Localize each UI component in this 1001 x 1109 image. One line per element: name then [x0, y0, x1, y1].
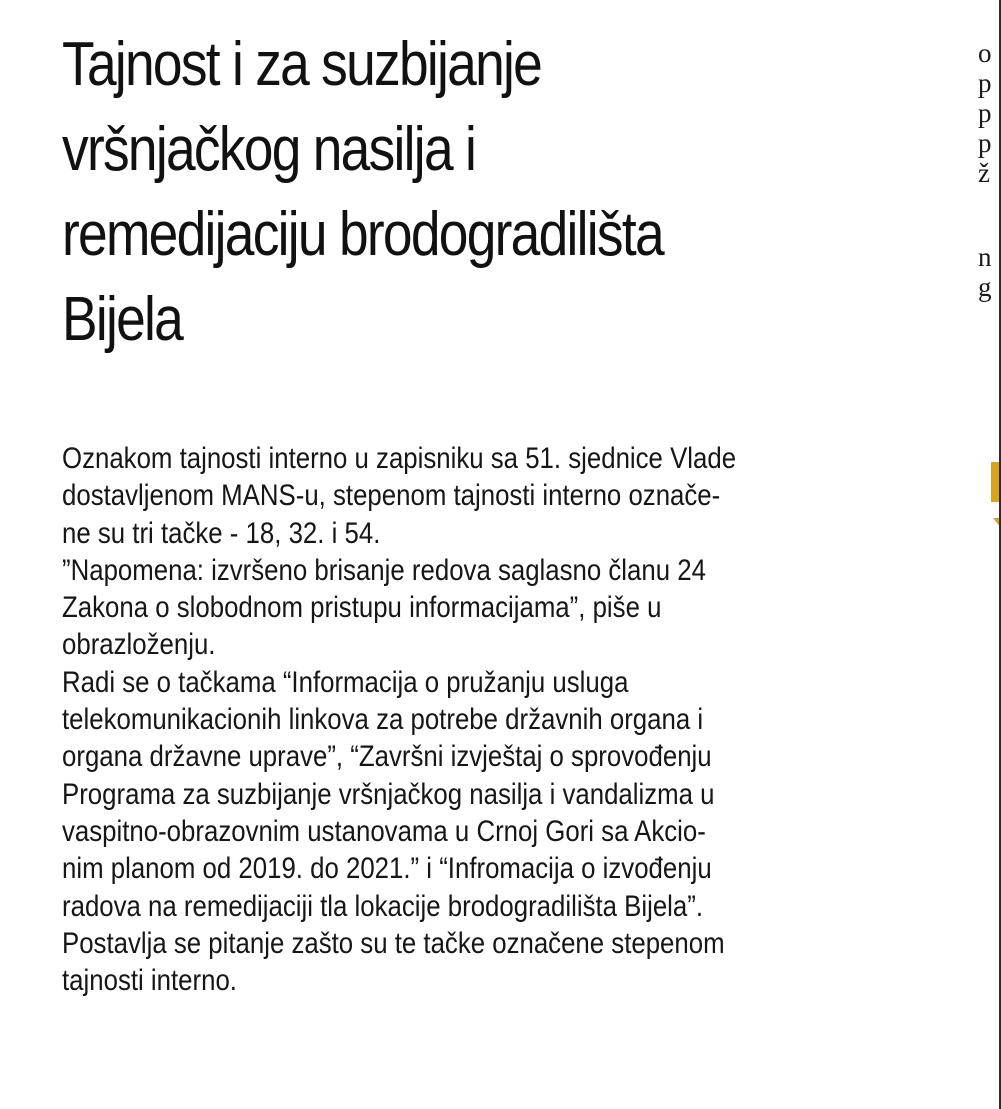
adjacent-column-gap: [978, 188, 1001, 242]
body-line: Radi se o tačkama “Informacija o pružanju usluga: [62, 665, 629, 699]
body-line: ”Napomena: izvršeno brisanje redova saglasno članu 24: [62, 553, 706, 587]
body-line: radova na remedijaciji tla lokacije brodogradilišta Bijela”.: [62, 889, 704, 923]
body-line: Oznakom tajnosti interno u zapisniku sa 51. sjednice Vlade: [62, 442, 737, 475]
article-headline: [62, 22, 922, 362]
adjacent-column-fragment: [978, 38, 1001, 302]
body-line: ne su tri tačke - 18, 32. i 54.: [62, 516, 381, 550]
adjacent-column-letter: p: [978, 98, 992, 128]
body-line: Zakona o slobodnom pristupu informacijama”, piše u: [62, 591, 662, 625]
adjacent-column-letter: o: [978, 38, 992, 68]
headline-line: vršnjačkog nasilja i: [62, 115, 476, 184]
article-body: [62, 440, 922, 999]
article: [62, 22, 962, 998]
headline-line: Tajnost i za suzbijanje: [62, 30, 542, 99]
adjacent-column-letter: p: [978, 68, 992, 98]
body-line: telekomunikacionih linkova za potrebe državnih organa i: [62, 703, 704, 737]
body-line: organa državne uprave”, “Završni izvještaj o sprovođenju: [62, 740, 712, 774]
adjacent-column-letter: g: [978, 272, 992, 302]
body-line: Postavlja se pitanje zašto su te tačke označene stepenom: [62, 926, 725, 960]
adjacent-column-letter: n: [978, 242, 992, 272]
adjacent-column-letter: ž: [978, 158, 990, 188]
body-line: nim planom od 2019. do 2021.” i “Infromacija o izvođenju: [62, 852, 712, 886]
body-line: vaspitno-obrazovnim ustanovama u Crnoj Gori sa Akcio-: [62, 814, 706, 848]
headline-line: remedijaciju brodogradilišta: [62, 200, 663, 269]
body-line: obrazloženju.: [62, 628, 216, 662]
body-line: Programa za suzbijanje vršnjačkog nasilja i vandalizma u: [62, 777, 715, 811]
adjacent-column-letter: p: [978, 128, 992, 158]
body-line: tajnosti interno.: [62, 964, 237, 998]
body-line: dostavljenom MANS-u, stepenom tajnosti interno označe-: [62, 479, 721, 513]
headline-line: Bijela: [62, 285, 183, 354]
